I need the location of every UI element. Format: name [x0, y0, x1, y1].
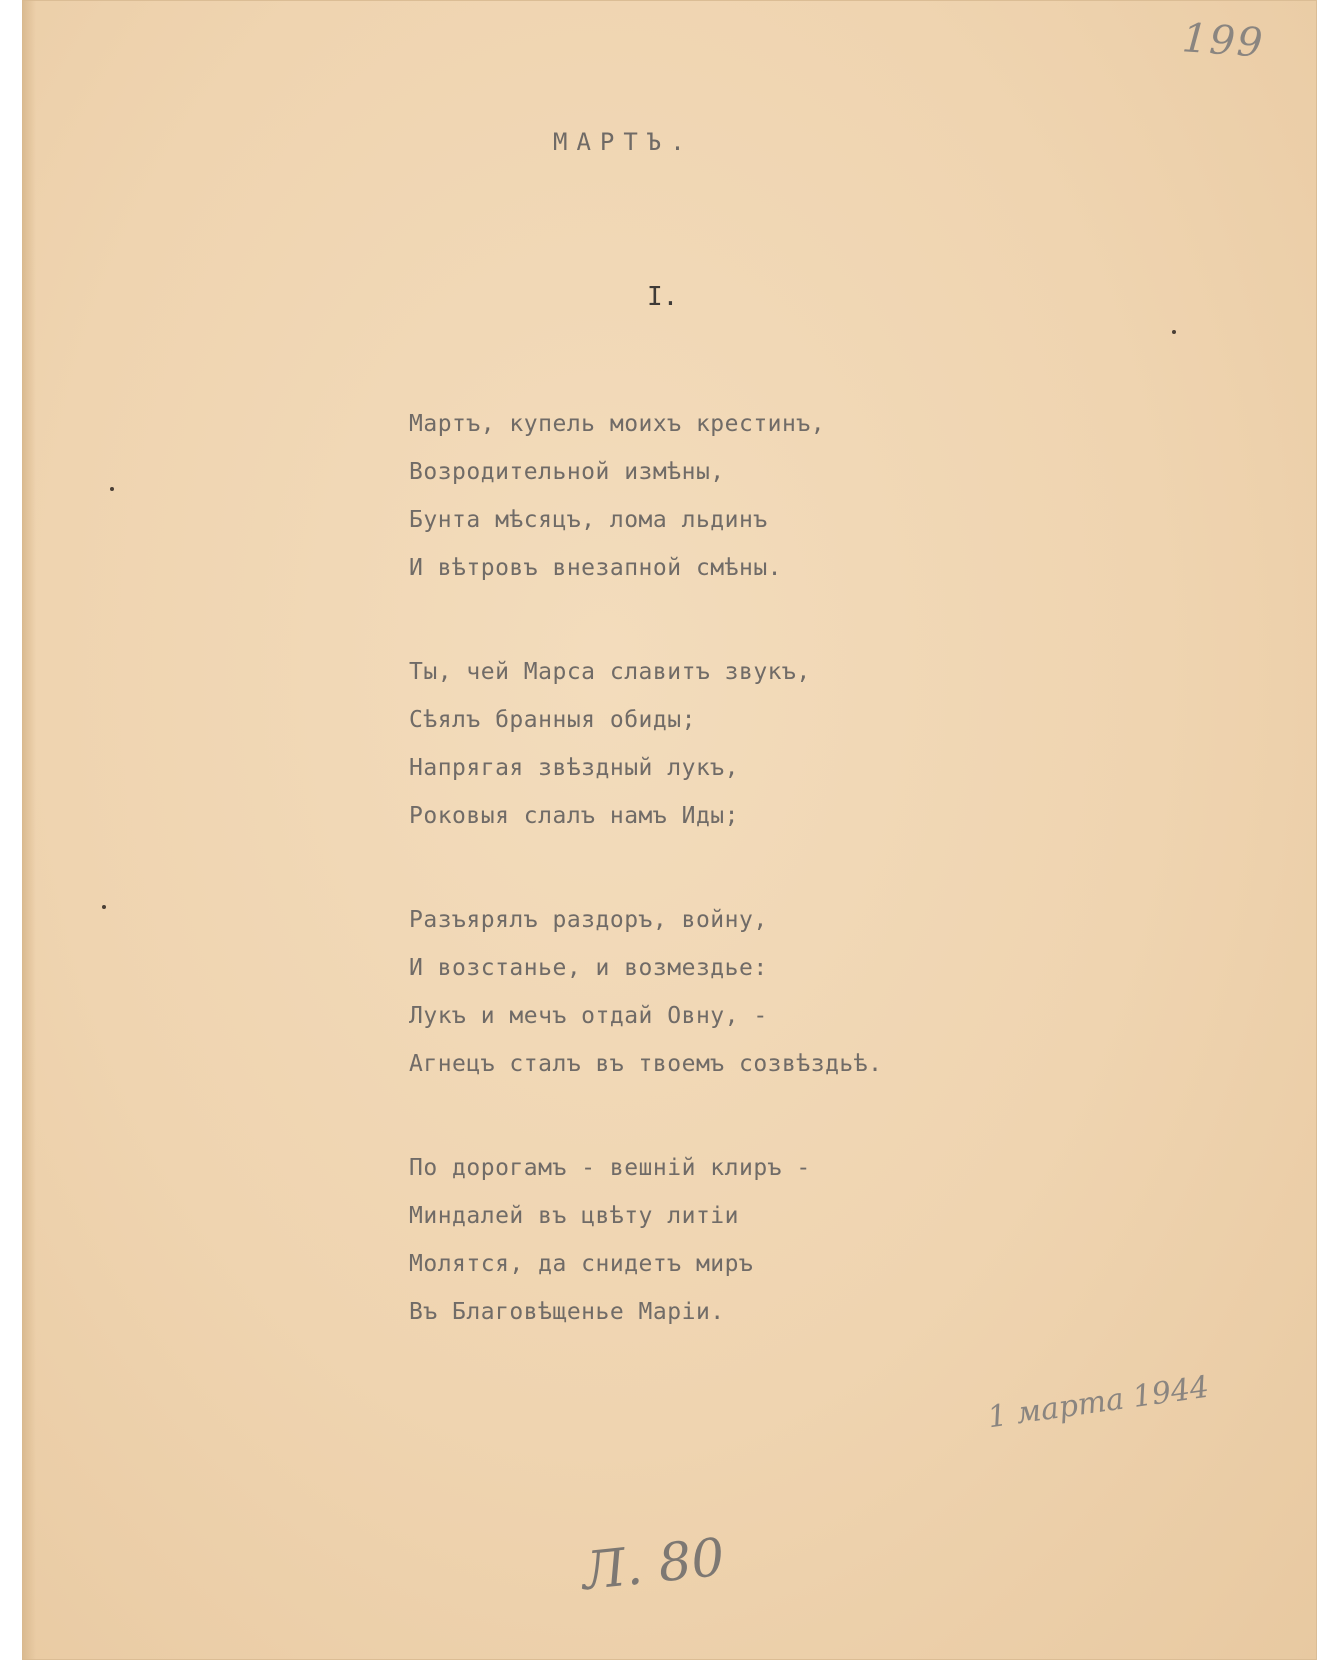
- verse-line: По дорогамъ - вешнiй клиръ -: [409, 1155, 811, 1181]
- verse-line: Мартъ, купель моихъ крестинъ,: [409, 411, 826, 437]
- paper-speck: [1172, 330, 1176, 334]
- handwritten-date: 1 марта 1944: [985, 1369, 1212, 1436]
- verse-line: Напрягая звѣздный лукъ,: [409, 755, 739, 781]
- paper-sheet: [22, 0, 1317, 1660]
- verse-line: Бунта мѣсяцъ, лома льдинъ: [409, 507, 768, 533]
- poem-title: МАРТЪ.: [553, 128, 694, 156]
- verse-line: Ты, чей Марса славитъ звукъ,: [409, 659, 811, 685]
- stanza-2: [409, 648, 811, 840]
- verse-line: Агнецъ сталъ въ твоемъ созвѣздьѣ.: [409, 1051, 883, 1077]
- handwritten-folio-number: Л. 80: [579, 1527, 728, 1603]
- paper-edge-shadow: [22, 0, 36, 1660]
- verse-line: Въ Благовѣщенье Марiи.: [409, 1299, 725, 1325]
- verse-line: Роковыя слалъ намъ Иды;: [409, 803, 739, 829]
- stanza-3: [409, 896, 882, 1088]
- paper-speck: [102, 905, 106, 909]
- verse-line: Возродительной измѣны,: [409, 459, 725, 485]
- verse-line: Миндалей въ цвѣту литiи: [409, 1203, 739, 1229]
- stanza-1: [409, 400, 825, 592]
- verse-line: И вѣтровъ внезапной смѣны.: [409, 555, 783, 581]
- verse-line: Сѣялъ бранныя обиды;: [409, 707, 696, 733]
- paper-speck: [110, 487, 114, 491]
- verse-line: Лукъ и мечъ отдай Овну, -: [409, 1003, 768, 1029]
- verse-line: Разъярялъ раздоръ, войну,: [409, 907, 768, 933]
- verse-line: И возстанье, и возмездье:: [409, 955, 768, 981]
- stanza-4: [409, 1144, 811, 1336]
- section-number: I.: [647, 282, 679, 312]
- handwritten-page-number: 199: [1180, 15, 1266, 67]
- verse-line: Молятся, да снидетъ миръ: [409, 1251, 754, 1277]
